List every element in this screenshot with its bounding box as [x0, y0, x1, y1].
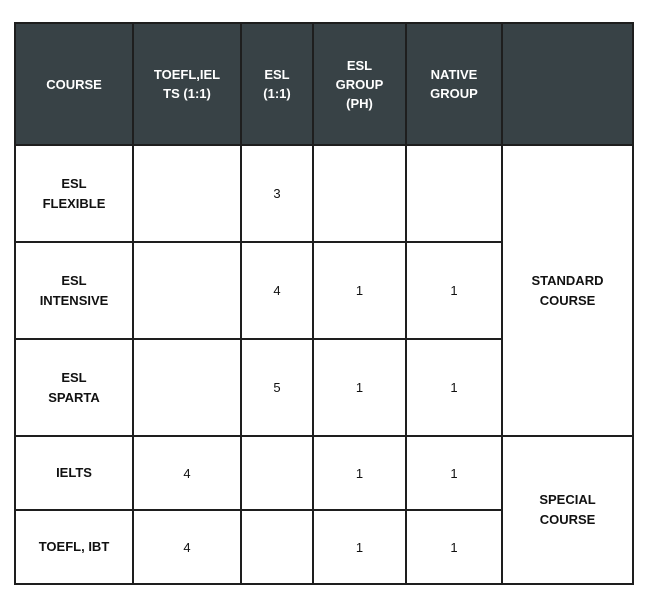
special-course-label: SPECIAL COURSE [502, 436, 633, 584]
native-group-value: 1 [406, 436, 502, 510]
standard-course-label: STANDARD COURSE [502, 145, 633, 436]
esl-group-value: 1 [313, 339, 406, 436]
toefl-ielts-value: 4 [133, 510, 241, 584]
header-row [15, 23, 633, 145]
esl-value: 4 [241, 242, 313, 339]
esl-value: 5 [241, 339, 313, 436]
header-esl-group: ESL GROUP (PH) [313, 23, 406, 145]
toefl-ielts-value [133, 145, 241, 242]
header-course: COURSE [15, 23, 133, 145]
table-row [15, 436, 633, 510]
course-name: ESL FLEXIBLE [15, 145, 133, 242]
header-toefl-ielts: TOEFL,IEL TS (1:1) [133, 23, 241, 145]
native-group-value: 1 [406, 339, 502, 436]
esl-group-value: 1 [313, 436, 406, 510]
course-name: ESL SPARTA [15, 339, 133, 436]
esl-value: 3 [241, 145, 313, 242]
header-empty [502, 23, 633, 145]
toefl-ielts-value [133, 242, 241, 339]
esl-group-value: 1 [313, 510, 406, 584]
native-group-value: 1 [406, 242, 502, 339]
course-name: IELTS [15, 436, 133, 510]
esl-value [241, 436, 313, 510]
header-esl: ESL (1:1) [241, 23, 313, 145]
toefl-ielts-value [133, 339, 241, 436]
esl-group-value: 1 [313, 242, 406, 339]
header-native-group: NATIVE GROUP [406, 23, 502, 145]
esl-group-value [313, 145, 406, 242]
native-group-value: 1 [406, 510, 502, 584]
toefl-ielts-value: 4 [133, 436, 241, 510]
esl-value [241, 510, 313, 584]
course-name: ESL INTENSIVE [15, 242, 133, 339]
course-name: TOEFL, IBT [15, 510, 133, 584]
table-row [15, 145, 633, 242]
native-group-value [406, 145, 502, 242]
course-comparison-table [14, 22, 634, 585]
